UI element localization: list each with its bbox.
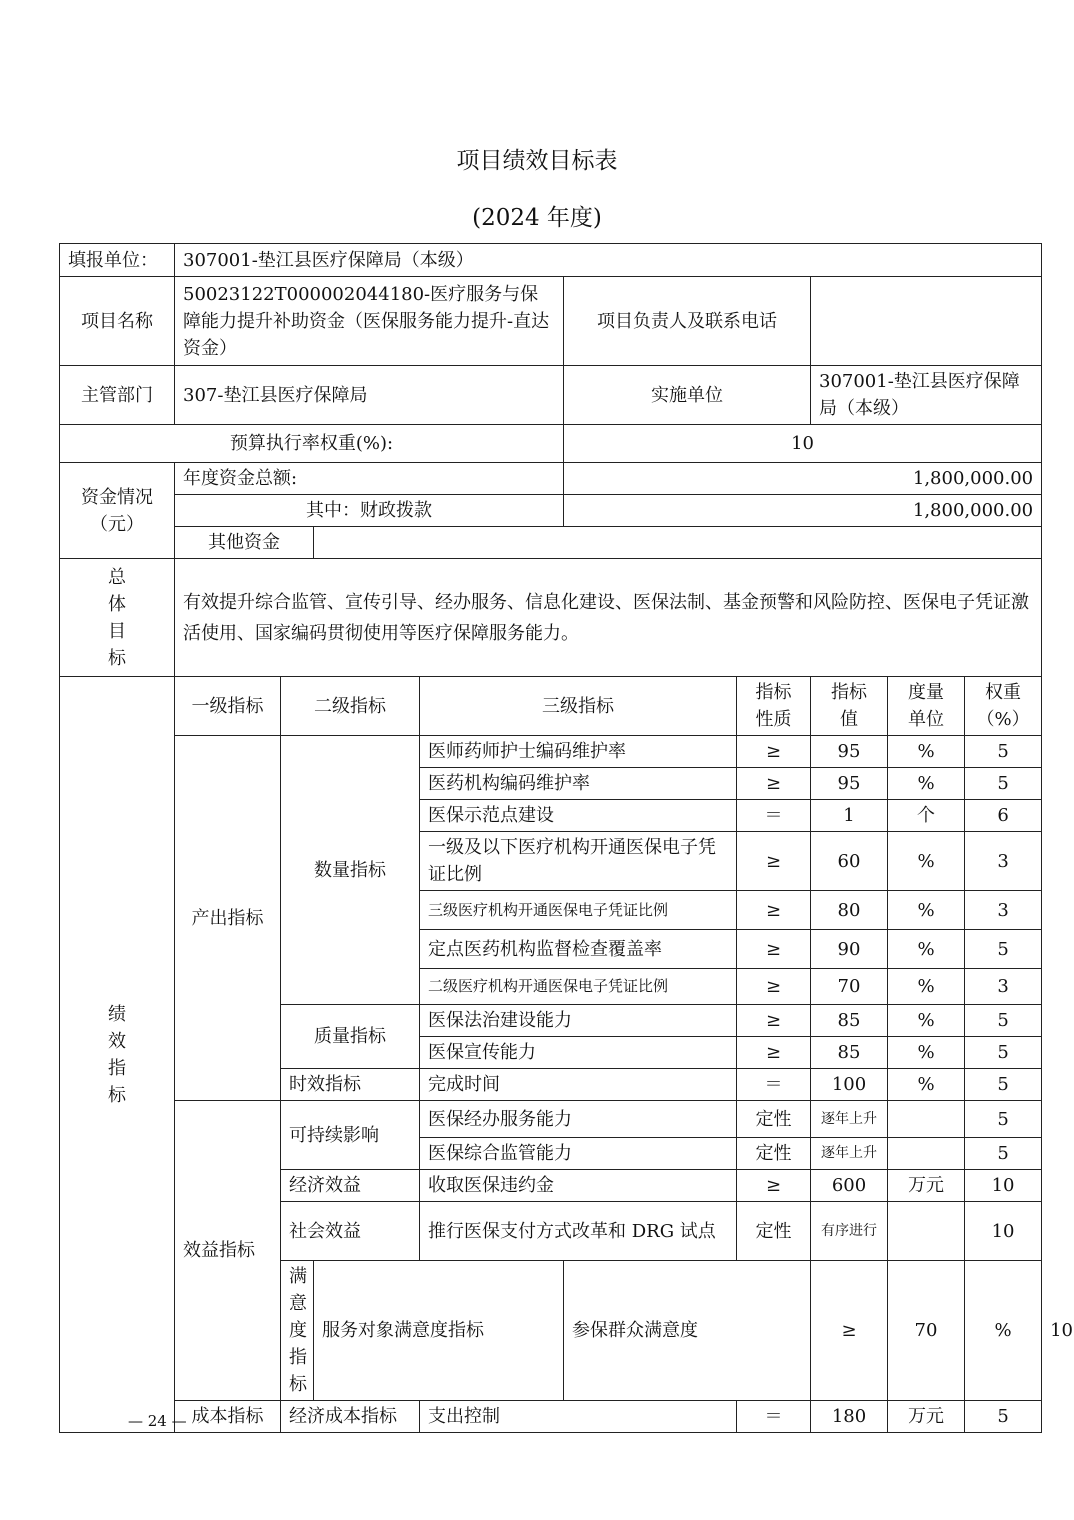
indicator-value: 85 bbox=[811, 1005, 888, 1037]
indicator-weight: 5 bbox=[965, 1005, 1042, 1037]
project-name-value: 50023122T000002044180-医疗服务与保障能力提升补助资金（医保服务能力提升-直达资金） bbox=[175, 277, 564, 366]
indicator-name: 医师药师护士编码维护率 bbox=[420, 736, 737, 768]
indicator-unit: 万元 bbox=[888, 1401, 965, 1433]
indicator-unit: % bbox=[888, 1037, 965, 1069]
fill-unit-value: 307001-垫江县医疗保障局（本级） bbox=[175, 244, 1042, 277]
performance-table: 填报单位： 307001-垫江县医疗保障局（本级） 项目名称 50023122T000002044180-医疗服务与保障能力提升补助资金（医保服务能力提升-直达资金） 项目负责人及联系电话 主管部门 307-垫江县医疗保障局 实施单位 307001-垫江县医疗保障局（本级） 预算执行率权重(%): 10 资金情况 （元） 年度资金总额: 1,800,000.00 其中：财政拨款 1,800,000.00 其他资金 总 体 目 标 有效提升综合监管、宣传引导、经办服务、信息化建设、医保法制、基金预警和风险防控、医保电子凭证激活使用、国家编码贯彻使用等医疗保障服务能力。 绩 效 指 标 一级指标 二级指标 三级指标 指标 性质 指标 值 度量 单位 权重 （%） 产出指标 数量指标 医师药师护士编码维护率 ≥ 95 % 5 医药机构编码维护率 ≥ 95 % 5 医保示范点建设 ＝ 1 个 6 一级及以下医疗机构开通医保电子凭证比例 ≥ 60 % 3 三级医疗机构开通医保电子凭证比例 ≥ 80 % 3 定点医药机构监督检查覆盖率 ≥ 90 % 5 二级医疗机构开通医保电子凭证比例 ≥ 70 % 3 质量指标 医保法治建设能力 ≥ 85 % 5 医保宣传能力 ≥ 85 % 5 时效指标 完成时间 ＝ 100 % 5 效益指标 可持续影响 医保经办服务能力 定性 逐年上升 5 医保综合监管能力 定性 逐年上升 5 经济效益 收取医保违约金 ≥ 600 万元 10 社会效益 推行医保支付方式改革和 DRG 试点 定性 有序进行 10 满意度指标 服务对象满意度指标 参保群众满意度 ≥ 70 % 10 成本指标 经济成本指标 支出控制 ＝ 180 万元 5 bbox=[59, 243, 1042, 1433]
page-title: 项目绩效目标表 bbox=[456, 148, 618, 174]
indicator-value: 80 bbox=[811, 891, 888, 930]
indicator-name: 医保宣传能力 bbox=[420, 1037, 737, 1069]
fill-unit-label: 填报单位： bbox=[60, 244, 175, 277]
indicator-name: 支出控制 bbox=[420, 1401, 737, 1433]
level2-quality: 质量指标 bbox=[281, 1005, 420, 1069]
indicator-nature: ≥ bbox=[737, 1005, 811, 1037]
indicator-name: 定点医药机构监督检查覆盖率 bbox=[420, 930, 737, 969]
indicator-weight: 5 bbox=[965, 1138, 1042, 1170]
dept-value: 307-垫江县医疗保障局 bbox=[175, 366, 564, 425]
indicator-nature: 定性 bbox=[737, 1202, 811, 1261]
col-header-unit: 度量 单位 bbox=[888, 677, 965, 736]
indicator-nature: ≥ bbox=[737, 1170, 811, 1202]
indicator-name: 参保群众满意度 bbox=[564, 1261, 811, 1401]
level1-satisfaction: 满意度指标 bbox=[281, 1261, 314, 1401]
indicator-nature: ＝ bbox=[737, 1069, 811, 1101]
impl-value: 307001-垫江县医疗保障局（本级） bbox=[811, 366, 1042, 425]
indicator-name: 医保综合监管能力 bbox=[420, 1138, 737, 1170]
page-number: — 24 — bbox=[128, 1412, 187, 1430]
indicator-unit bbox=[888, 1101, 965, 1138]
indicator-nature: ≥ bbox=[737, 768, 811, 800]
indicator-nature: ≥ bbox=[737, 891, 811, 930]
indicator-nature: 定性 bbox=[737, 1138, 811, 1170]
indicator-unit: % bbox=[888, 930, 965, 969]
level2-timeliness: 时效指标 bbox=[281, 1069, 420, 1101]
indicator-unit: % bbox=[888, 736, 965, 768]
indicator-unit: % bbox=[965, 1261, 1042, 1401]
indicator-weight: 10 bbox=[965, 1202, 1042, 1261]
indicator-unit: % bbox=[888, 1069, 965, 1101]
fiscal-value: 1,800,000.00 bbox=[564, 495, 1042, 527]
contact-label: 项目负责人及联系电话 bbox=[564, 277, 811, 366]
level1-benefit: 效益指标 bbox=[175, 1101, 281, 1401]
indicator-value: 60 bbox=[811, 832, 888, 891]
project-name-label: 项目名称 bbox=[60, 277, 175, 366]
col-header-value: 指标 值 bbox=[811, 677, 888, 736]
indicators-section-label: 绩 效 指 标 bbox=[60, 677, 175, 1433]
indicator-weight: 5 bbox=[965, 768, 1042, 800]
indicator-name: 医保示范点建设 bbox=[420, 800, 737, 832]
indicator-value: 100 bbox=[811, 1069, 888, 1101]
indicator-nature: ≥ bbox=[737, 736, 811, 768]
indicator-value: 600 bbox=[811, 1170, 888, 1202]
indicator-name: 医保法治建设能力 bbox=[420, 1005, 737, 1037]
indicator-value: 180 bbox=[811, 1401, 888, 1433]
page-year: (2024 年度) bbox=[472, 205, 602, 231]
col-header-level2: 二级指标 bbox=[281, 677, 420, 736]
indicator-name: 二级医疗机构开通医保电子凭证比例 bbox=[420, 969, 737, 1005]
indicator-value: 95 bbox=[811, 768, 888, 800]
indicator-unit bbox=[888, 1202, 965, 1261]
dept-label: 主管部门 bbox=[60, 366, 175, 425]
indicator-nature: ＝ bbox=[737, 1401, 811, 1433]
indicator-unit: % bbox=[888, 891, 965, 930]
annual-total-label: 年度资金总额: bbox=[175, 463, 564, 495]
indicator-weight: 3 bbox=[965, 832, 1042, 891]
annual-total-value: 1,800,000.00 bbox=[564, 463, 1042, 495]
indicator-value: 70 bbox=[888, 1261, 965, 1401]
indicator-weight: 5 bbox=[965, 1037, 1042, 1069]
contact-value bbox=[811, 277, 1042, 366]
indicator-name: 医药机构编码维护率 bbox=[420, 768, 737, 800]
indicator-name: 收取医保违约金 bbox=[420, 1170, 737, 1202]
fiscal-label: 其中：财政拨款 bbox=[175, 495, 564, 527]
indicator-unit: % bbox=[888, 1005, 965, 1037]
col-header-level1: 一级指标 bbox=[175, 677, 281, 736]
other-funds-value bbox=[314, 527, 1042, 559]
indicator-nature: ＝ bbox=[737, 800, 811, 832]
indicator-weight: 10 bbox=[965, 1170, 1042, 1202]
indicator-weight: 5 bbox=[965, 930, 1042, 969]
indicator-name: 一级及以下医疗机构开通医保电子凭证比例 bbox=[420, 832, 737, 891]
indicator-nature: ≥ bbox=[737, 832, 811, 891]
col-header-nature: 指标 性质 bbox=[737, 677, 811, 736]
indicator-value: 70 bbox=[811, 969, 888, 1005]
level1-output: 产出指标 bbox=[175, 736, 281, 1101]
indicator-name: 三级医疗机构开通医保电子凭证比例 bbox=[420, 891, 737, 930]
indicator-value: 逐年上升 bbox=[811, 1138, 888, 1170]
indicator-value: 90 bbox=[811, 930, 888, 969]
indicator-value: 1 bbox=[811, 800, 888, 832]
indicator-nature: ≥ bbox=[737, 930, 811, 969]
goal-label: 总 体 目 标 bbox=[60, 559, 175, 677]
budget-weight-label: 预算执行率权重(%): bbox=[60, 425, 564, 463]
level2-economic: 经济效益 bbox=[281, 1170, 420, 1202]
level2-economic-cost: 经济成本指标 bbox=[281, 1401, 420, 1433]
indicator-nature: ≥ bbox=[737, 969, 811, 1005]
level2-quantity: 数量指标 bbox=[281, 736, 420, 1005]
budget-weight-value: 10 bbox=[564, 425, 1042, 463]
indicator-weight: 3 bbox=[965, 891, 1042, 930]
indicator-name: 医保经办服务能力 bbox=[420, 1101, 737, 1138]
level2-sustainable: 可持续影响 bbox=[281, 1101, 420, 1170]
indicator-unit bbox=[888, 1138, 965, 1170]
indicator-value: 85 bbox=[811, 1037, 888, 1069]
indicator-nature: ≥ bbox=[811, 1261, 888, 1401]
level2-social: 社会效益 bbox=[281, 1202, 420, 1261]
indicator-weight: 3 bbox=[965, 969, 1042, 1005]
indicator-weight: 5 bbox=[965, 1101, 1042, 1138]
col-header-level3: 三级指标 bbox=[420, 677, 737, 736]
level2-service-satisfaction: 服务对象满意度指标 bbox=[314, 1261, 564, 1401]
indicator-unit: 个 bbox=[888, 800, 965, 832]
indicator-weight: 5 bbox=[965, 736, 1042, 768]
indicator-weight: 5 bbox=[965, 1401, 1042, 1433]
indicator-value: 有序进行 bbox=[811, 1202, 888, 1261]
indicator-weight: 5 bbox=[965, 1069, 1042, 1101]
indicator-unit: % bbox=[888, 832, 965, 891]
indicator-unit: % bbox=[888, 969, 965, 1005]
indicator-name: 完成时间 bbox=[420, 1069, 737, 1101]
other-funds-label: 其他资金 bbox=[175, 527, 314, 559]
level1-cost: 成本指标 bbox=[175, 1401, 281, 1433]
indicator-weight: 6 bbox=[965, 800, 1042, 832]
goal-value: 有效提升综合监管、宣传引导、经办服务、信息化建设、医保法制、基金预警和风险防控、医保电子凭证激活使用、国家编码贯彻使用等医疗保障服务能力。 bbox=[175, 559, 1042, 677]
indicator-nature: ≥ bbox=[737, 1037, 811, 1069]
indicator-value: 95 bbox=[811, 736, 888, 768]
indicator-unit: % bbox=[888, 768, 965, 800]
indicator-nature: 定性 bbox=[737, 1101, 811, 1138]
col-header-weight: 权重 （%） bbox=[965, 677, 1042, 736]
indicator-name: 推行医保支付方式改革和 DRG 试点 bbox=[420, 1202, 737, 1261]
indicator-value: 逐年上升 bbox=[811, 1101, 888, 1138]
impl-label: 实施单位 bbox=[564, 366, 811, 425]
funds-label: 资金情况 （元） bbox=[60, 463, 175, 559]
indicator-unit: 万元 bbox=[888, 1170, 965, 1202]
